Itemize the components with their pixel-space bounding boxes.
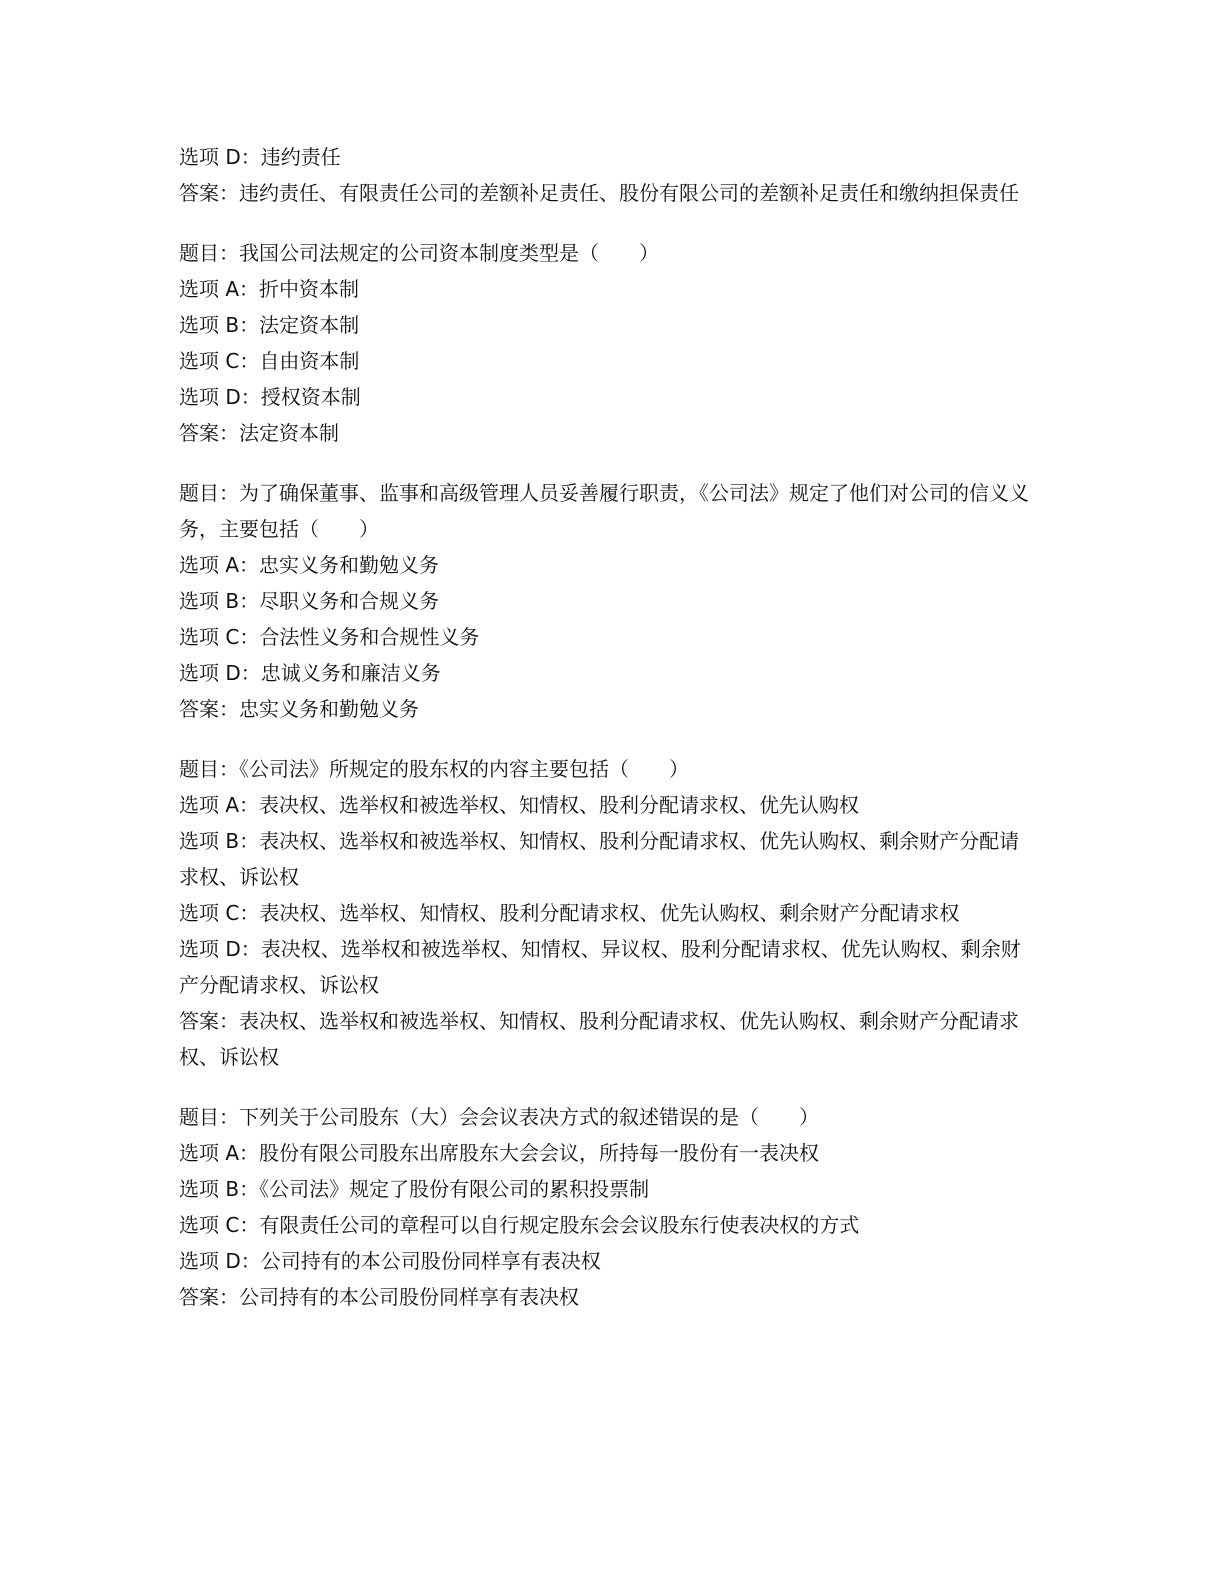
option-label: 选项 D： xyxy=(179,1249,261,1273)
option-c-line xyxy=(179,619,1039,655)
option-d-line xyxy=(179,379,1039,415)
question-block xyxy=(179,475,1039,727)
question-label: 题目： xyxy=(179,1105,239,1129)
question-line xyxy=(179,751,1039,787)
option-label: 选项 C： xyxy=(179,349,260,373)
option-a-line xyxy=(179,271,1039,307)
option-c-line xyxy=(179,895,1039,931)
option-label: 选项 A： xyxy=(179,553,260,577)
answer-line xyxy=(179,1279,1039,1315)
answer-label: 答案： xyxy=(179,1009,239,1033)
option-text: 《公司法》规定了股份有限公司的累积投票制 xyxy=(259,1177,650,1201)
option-b-line xyxy=(179,583,1039,619)
option-label: 选项 A： xyxy=(179,793,260,817)
option-label: 选项 A： xyxy=(179,1141,260,1165)
question-text: 为了确保董事、监事和高级管理人员妥善履行职责，《公司法》规定了他们对公司的信义义务，主要包括（ ） xyxy=(179,481,1029,541)
option-text: 合法性义务和合规性义务 xyxy=(259,625,480,649)
question-block xyxy=(179,235,1039,451)
option-text: 表决权、选举权和被选举权、知情权、异议权、股利分配请求权、优先认购权、剩余财产分配请求权、诉讼权 xyxy=(179,937,1021,997)
question-text: 我国公司法规定的公司资本制度类型是（ ） xyxy=(239,241,659,265)
option-d-line xyxy=(179,139,1039,175)
option-b-line xyxy=(179,823,1039,895)
option-label: 选项 A： xyxy=(179,277,260,301)
question-label: 题目： xyxy=(179,241,239,265)
option-text: 折中资本制 xyxy=(259,277,360,301)
question-label: 题目： xyxy=(179,481,239,505)
option-label: 选项 B： xyxy=(179,1177,260,1201)
question-line xyxy=(179,1099,1039,1135)
option-text: 尽职义务和合规义务 xyxy=(259,589,440,613)
answer-line xyxy=(179,1003,1039,1075)
question-block xyxy=(179,751,1039,1075)
option-text: 有限责任公司的章程可以自行规定股东会会议股东行使表决权的方式 xyxy=(259,1213,860,1237)
option-b-line xyxy=(179,307,1039,343)
option-a-line xyxy=(179,1135,1039,1171)
answer-line xyxy=(179,175,1039,211)
question-line xyxy=(179,475,1039,547)
question-block xyxy=(179,1099,1039,1315)
option-text: 授权资本制 xyxy=(260,385,361,409)
answer-label: 答案： xyxy=(179,181,239,205)
option-a-line xyxy=(179,787,1039,823)
document-page xyxy=(179,139,1039,1315)
answer-text: 公司持有的本公司股份同样享有表决权 xyxy=(239,1285,579,1309)
option-label: 选项 D： xyxy=(179,385,261,409)
option-c-line xyxy=(179,1207,1039,1243)
answer-label: 答案： xyxy=(179,1285,239,1309)
option-c-line xyxy=(179,343,1039,379)
answer-text: 法定资本制 xyxy=(239,421,339,445)
option-label: 选项 B： xyxy=(179,589,260,613)
option-text: 股份有限公司股东出席股东大会会议，所持每一股份有一表决权 xyxy=(259,1141,820,1165)
question-text: 《公司法》所规定的股东权的内容主要包括（ ） xyxy=(239,757,689,781)
option-d-line xyxy=(179,931,1039,1003)
option-text: 表决权、选举权和被选举权、知情权、股利分配请求权、优先认购权 xyxy=(259,793,860,817)
option-text: 忠诚义务和廉洁义务 xyxy=(260,661,441,685)
answer-text: 忠实义务和勤勉义务 xyxy=(239,697,419,721)
option-text: 自由资本制 xyxy=(259,349,360,373)
option-text: 违约责任 xyxy=(260,145,341,169)
option-text: 公司持有的本公司股份同样享有表决权 xyxy=(260,1249,601,1273)
option-text: 法定资本制 xyxy=(259,313,360,337)
option-text: 表决权、选举权、知情权、股利分配请求权、优先认购权、剩余财产分配请求权 xyxy=(259,901,960,925)
option-label: 选项 D： xyxy=(179,661,261,685)
option-d-line xyxy=(179,655,1039,691)
option-text: 忠实义务和勤勉义务 xyxy=(259,553,440,577)
option-label: 选项 B： xyxy=(179,829,260,853)
option-label: 选项 D： xyxy=(179,937,261,961)
option-b-line xyxy=(179,1171,1039,1207)
option-label: 选项 C： xyxy=(179,901,260,925)
answer-text: 违约责任、有限责任公司的差额补足责任、股份有限公司的差额补足责任和缴纳担保责任 xyxy=(239,181,1019,205)
answer-label: 答案： xyxy=(179,697,239,721)
answer-label: 答案： xyxy=(179,421,239,445)
answer-text: 表决权、选举权和被选举权、知情权、股利分配请求权、优先认购权、剩余财产分配请求权、诉讼权 xyxy=(179,1009,1019,1069)
answer-line xyxy=(179,415,1039,451)
option-a-line xyxy=(179,547,1039,583)
answer-line xyxy=(179,691,1039,727)
option-label: 选项 C： xyxy=(179,1213,260,1237)
question-block xyxy=(179,139,1039,211)
question-label: 题目： xyxy=(179,757,239,781)
option-d-line xyxy=(179,1243,1039,1279)
option-label: 选项 B： xyxy=(179,313,260,337)
option-label: 选项 D： xyxy=(179,145,261,169)
question-line xyxy=(179,235,1039,271)
option-label: 选项 C： xyxy=(179,625,260,649)
question-text: 下列关于公司股东（大）会会议表决方式的叙述错误的是（ ） xyxy=(239,1105,819,1129)
option-text: 表决权、选举权和被选举权、知情权、股利分配请求权、优先认购权、剩余财产分配请求权、诉讼权 xyxy=(179,829,1020,889)
